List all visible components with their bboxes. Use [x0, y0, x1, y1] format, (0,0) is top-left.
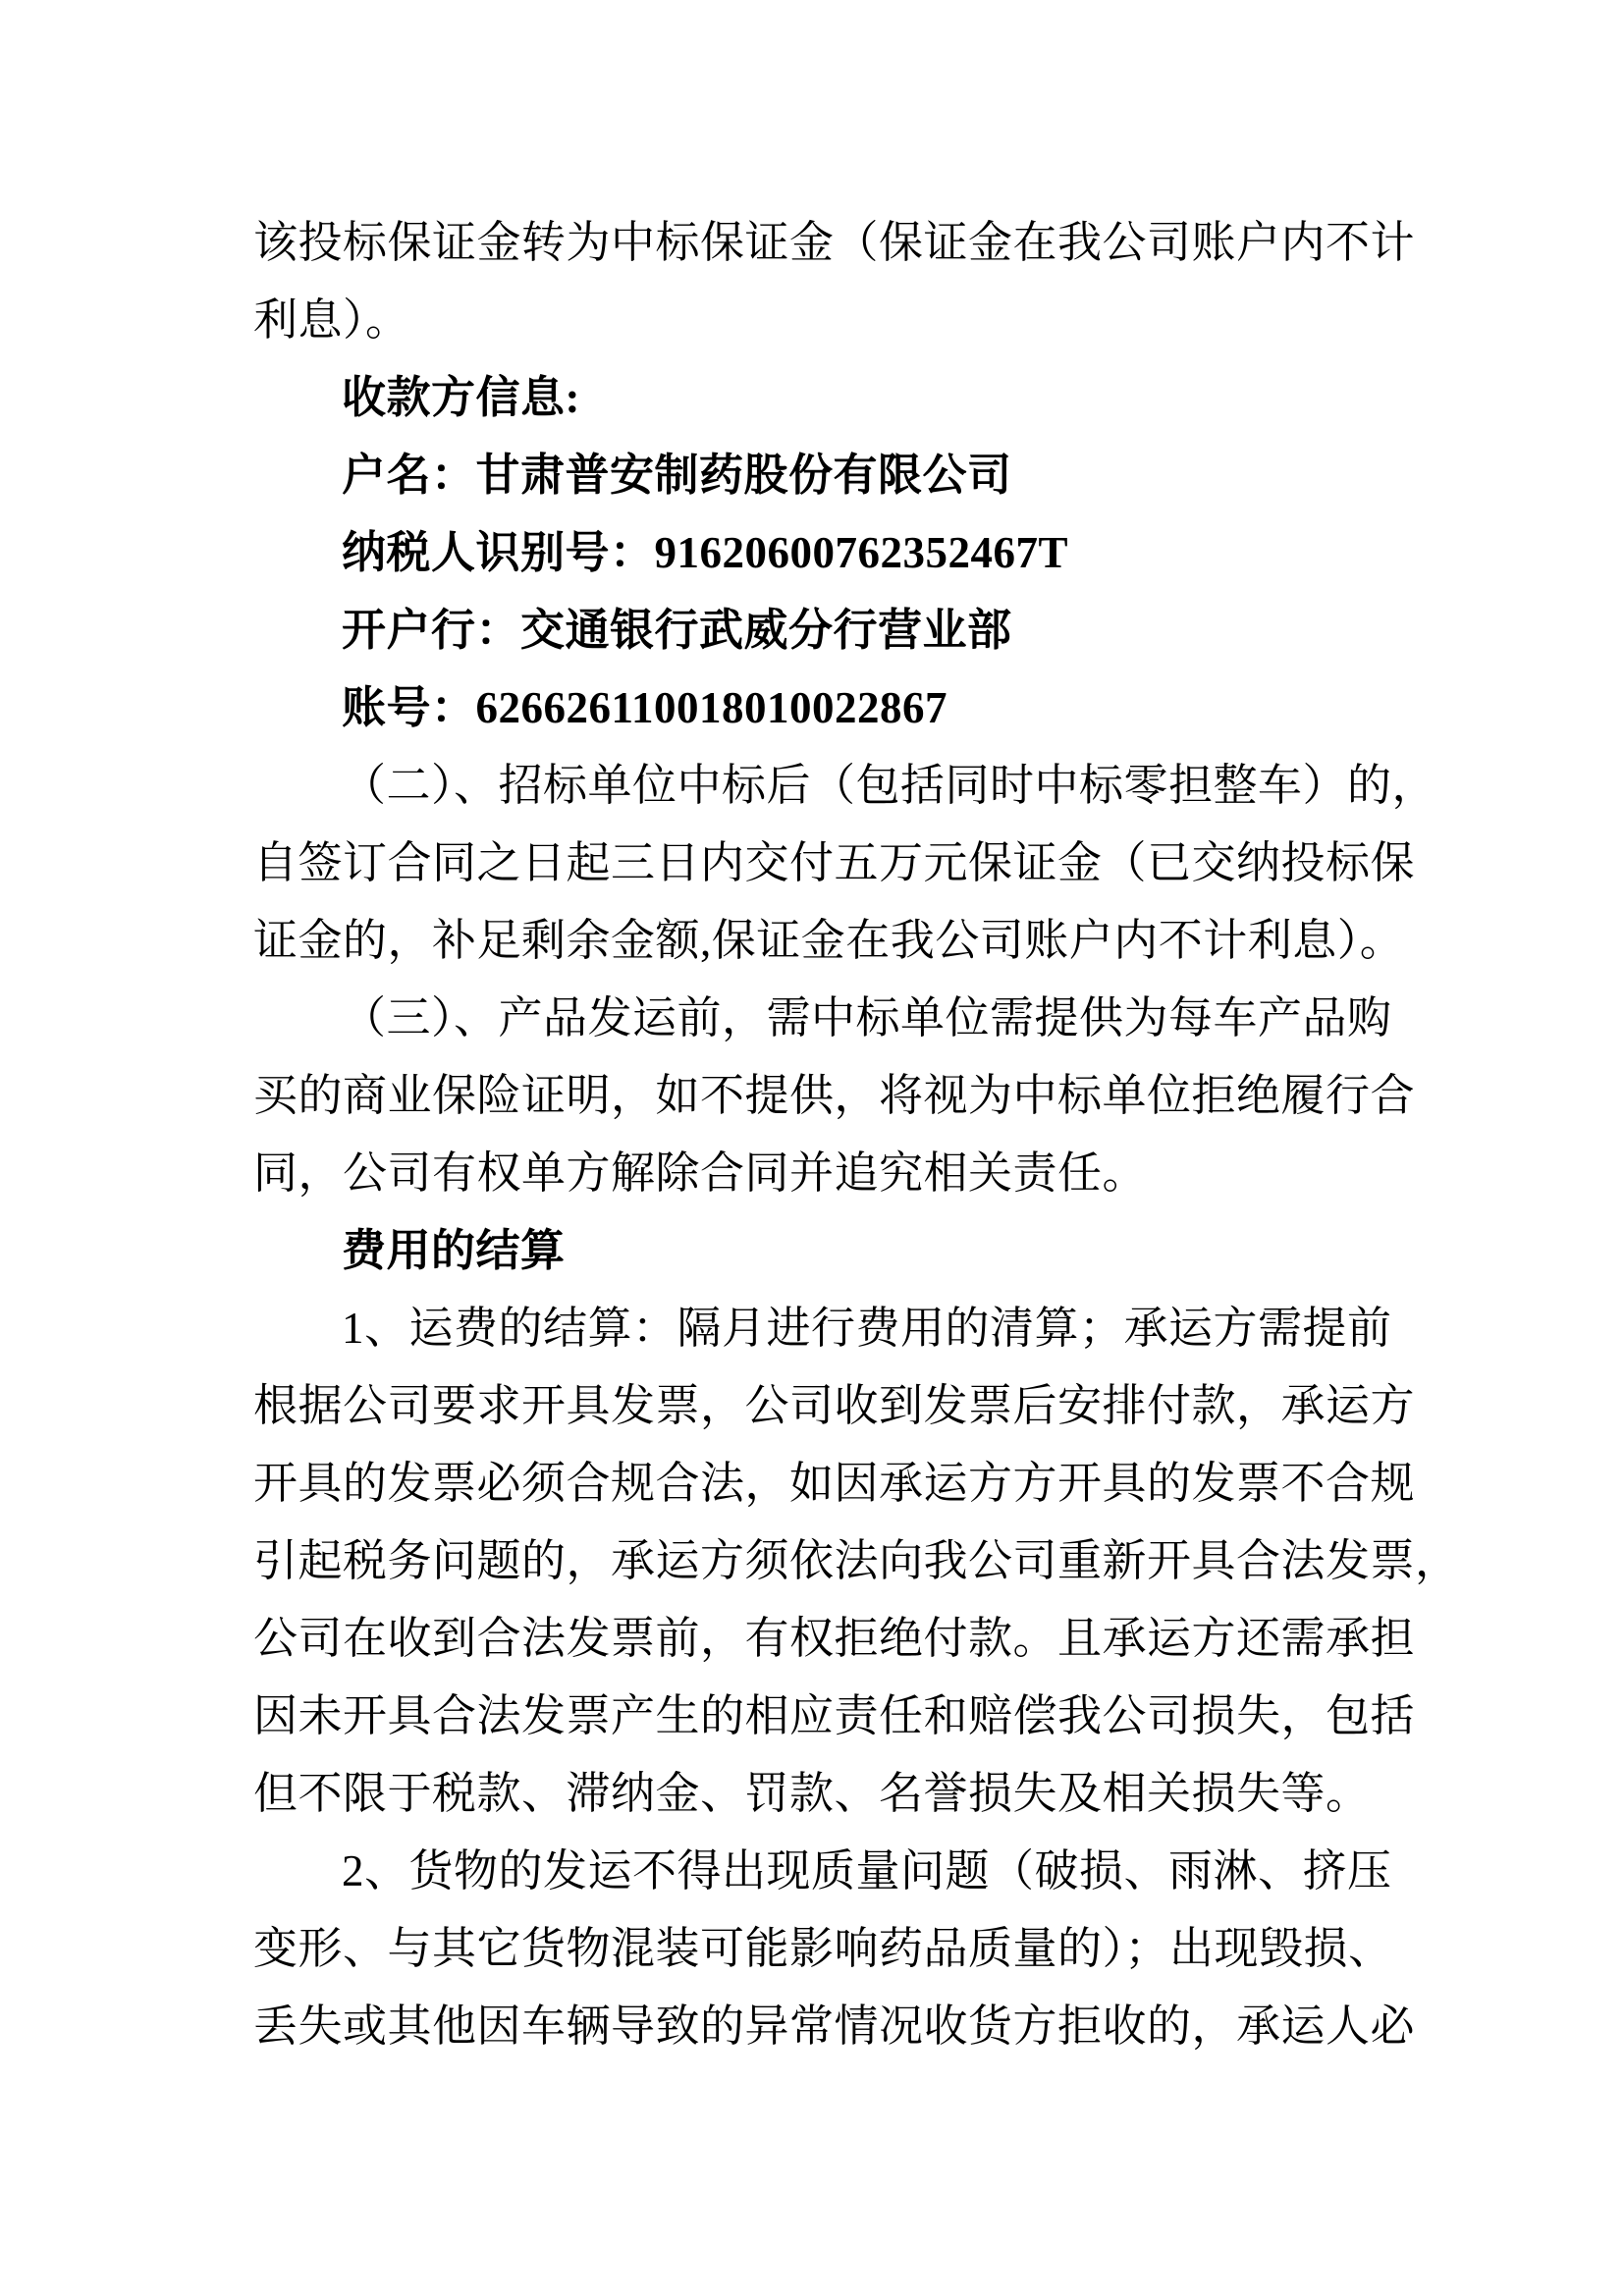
goods-shipping-line-2: 变形、与其它货物混装可能影响药品质量的）；出现毁损、	[253, 1924, 1393, 1973]
document-body	[253, 204, 1490, 2065]
settlement-heading: 费用的结算	[342, 1226, 566, 1275]
payee-info-heading: 收款方信息:	[342, 373, 580, 422]
freight-settlement-line-1: 1、运费的结算：隔月进行费用的清算；承运方需提前	[342, 1304, 1392, 1353]
payee-taxpayer-id-line: 纳税人识别号：91620600762352467T	[342, 528, 1069, 577]
freight-settlement-line-4: 引起税务问题的，承运方须依法向我公司重新开具合法发票，	[253, 1536, 1460, 1585]
clause-three-line-1: （三）、产品发运前，需中标单位需提供为每车产品购	[342, 993, 1392, 1042]
freight-settlement-line-2: 根据公司要求开具发票，公司收到发票后安排付款，承运方	[253, 1381, 1416, 1430]
clause-two-line-2: 自签订合同之日起三日内交付五万元保证金（已交纳投标保	[253, 838, 1416, 887]
goods-shipping-line-3: 丢失或其他因车辆导致的异常情况收货方拒收的，承运人必	[253, 2002, 1416, 2051]
intro-line-2: 利息）。	[253, 295, 410, 345]
clause-two-line-1: （二）、招标单位中标后（包括同时中标零担整车）的，	[342, 761, 1437, 810]
payee-bank-branch-line: 开户行：交通银行武威分行营业部	[342, 606, 1012, 655]
clause-three-line-3: 同，公司有权单方解除合同并追究相关责任。	[253, 1148, 1148, 1198]
clause-two-line-3: 证金的，补足剩余金额,保证金在我公司账户内不计利息）。	[253, 916, 1405, 965]
freight-settlement-line-5: 公司在收到合法发票前，有权拒绝付款。且承运方还需承担	[253, 1614, 1416, 1663]
payee-account-name-line: 户名：甘肃普安制药股份有限公司	[342, 451, 1012, 500]
freight-settlement-line-3: 开具的发票必须合规合法，如因承运方方开具的发票不合规	[253, 1459, 1416, 1508]
freight-settlement-line-7: 但不限于税款、滞纳金、罚款、名誉损失及相关损失等。	[253, 1769, 1371, 1818]
payee-account-number-line: 账号：626626110018010022867	[342, 683, 948, 732]
goods-shipping-line-1: 2、货物的发运不得出现质量问题（破损、雨淋、挤压	[342, 1846, 1392, 1896]
intro-line-1: 该投标保证金转为中标保证金（保证金在我公司账户内不计	[253, 218, 1416, 267]
clause-three-line-2: 买的商业保险证明，如不提供，将视为中标单位拒绝履行合	[253, 1071, 1416, 1120]
freight-settlement-line-6: 因未开具合法发票产生的相应责任和赔偿我公司损失，包括	[253, 1691, 1416, 1740]
